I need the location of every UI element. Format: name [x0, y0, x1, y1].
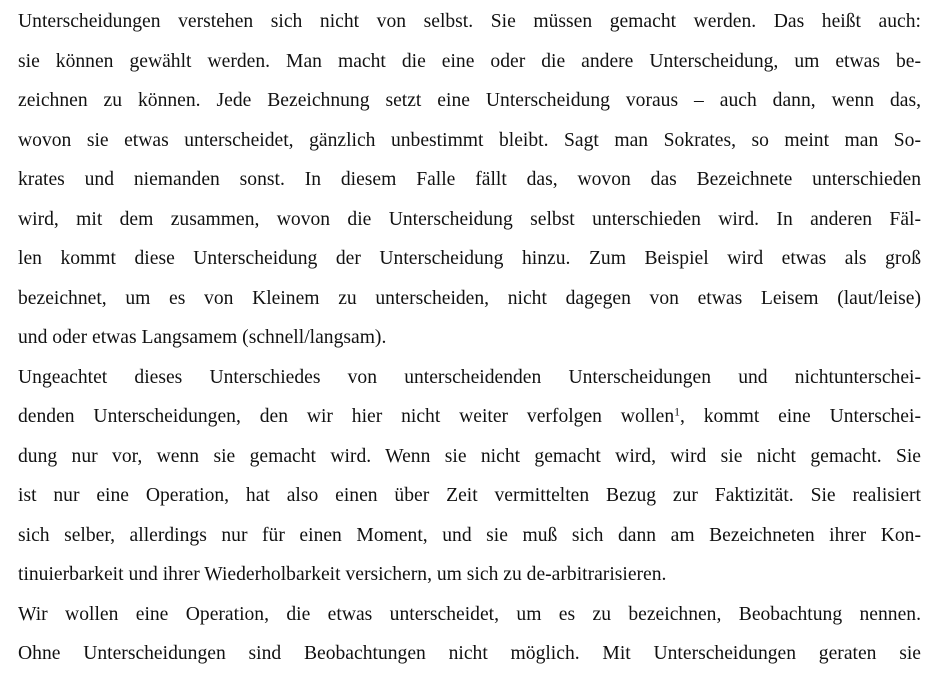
text-line: wird, mit dem zusammen, wovon die Unterscheidung selbst unterschieden wird. In anderen Fäl- [18, 208, 921, 230]
text-line: ist nur eine Operation, hat also einen über Zeit vermittelten Bezug zur Faktizität. Sie realisiert [18, 485, 921, 506]
text-line: und oder etwas Langsamem (schnell/langsam). [18, 327, 387, 348]
paragraph-3 [18, 595, 921, 674]
text-line: sie können gewählt werden. Man macht die eine oder die andere Unterscheidung, um etwas be- [18, 50, 921, 72]
text-line: wovon sie etwas unterscheidet, gänzlich unbestimmt bleibt. Sagt man Sokrates, so meint man So- [18, 129, 921, 151]
paragraph-2 [18, 358, 921, 595]
text-fragment: , kommt eine Unterschei- [680, 406, 921, 427]
text-line: zeichnen zu können. Jede Bezeichnung setzt eine Unterscheidung voraus – auch dann, wenn das, [18, 90, 921, 111]
text-line: dung nur vor, wenn sie gemacht wird. Wenn sie nicht gemacht wird, wird sie nicht gemacht. Sie [18, 445, 921, 467]
text-line: bezeichnet, um es von Kleinem zu unterscheiden, nicht dagegen von etwas Leisem (laut/leise) [18, 287, 921, 309]
text-line: krates und niemanden sonst. In diesem Falle fällt das, wovon das Bezeichnete unterschieden [18, 169, 921, 190]
text-line [18, 397, 921, 437]
text-line: Ungeachtet dieses Unterschiedes von unterscheidenden Unterscheidungen und nichtunterschei- [18, 366, 921, 388]
text-fragment: denden Unterscheidungen, den wir hier nicht weiter verfolgen wollen [18, 406, 675, 427]
text-line: len kommt diese Unterscheidung der Unterscheidung hinzu. Zum Beispiel wird etwas als groß [18, 248, 921, 269]
footnote-marker[interactable]: 1 [674, 405, 681, 419]
text-line: sich selber, allerdings nur für einen Moment, und sie muß sich dann am Bezeichneten ihrer Kon- [18, 524, 921, 546]
paragraph-1 [18, 2, 921, 358]
text-line: Unterscheidungen verstehen sich nicht von selbst. Sie müssen gemacht werden. Das heißt auch: [18, 11, 921, 32]
text-line: Wir wollen eine Operation, die etwas unterscheidet, um es zu bezeichnen, Beobachtung nennen. [18, 603, 921, 625]
text-line: tinuierbarkeit und ihrer Wiederholbarkeit versichern, um sich zu de-arbitrarisieren. [18, 564, 667, 585]
body-text [18, 2, 921, 674]
text-line: Ohne Unterscheidungen sind Beobachtungen nicht möglich. Mit Unterscheidungen geraten sie [18, 643, 921, 664]
